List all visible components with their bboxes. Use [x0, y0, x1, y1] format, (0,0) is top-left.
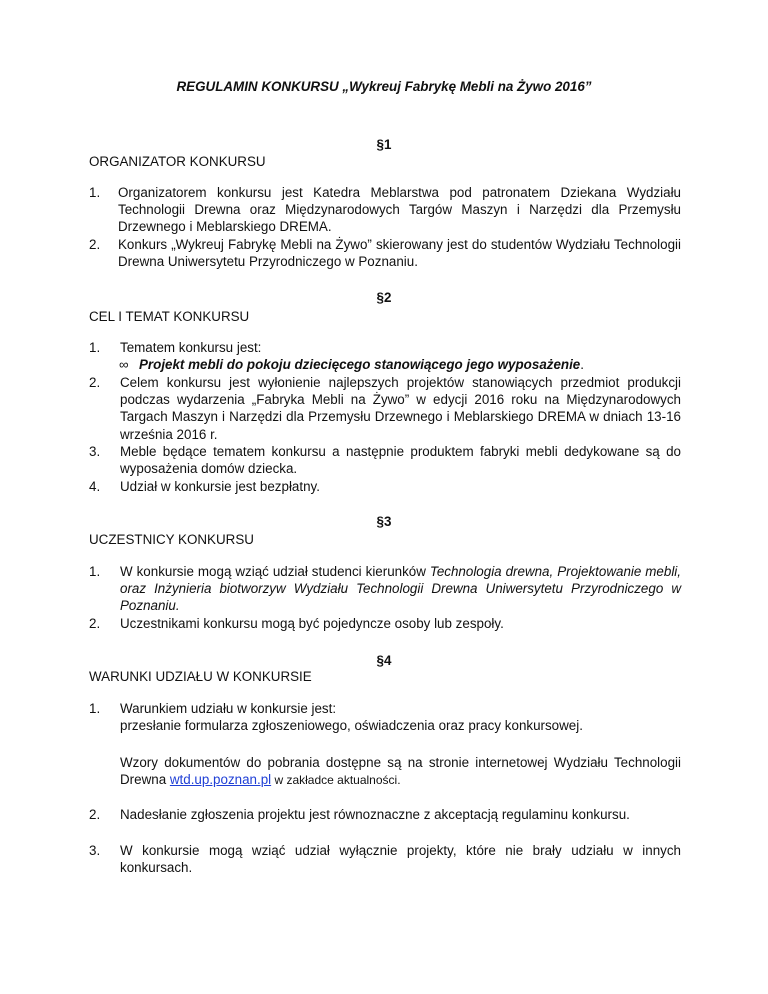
list-item — [89, 842, 681, 876]
item-number: 3. — [89, 444, 101, 459]
faculty-university: Wydziału Technologii Drewna Uniwersytetu Przyrodniczego w Poznaniu. — [120, 581, 681, 614]
bullet-item — [89, 356, 681, 373]
item-text: Udział w konkursie jest bezpłatny. — [120, 479, 320, 494]
list-item — [89, 615, 681, 632]
item-text: W konkursie mogą wziąć udział wyłącznie projekty, które nie brały udziału w innych konkursach. — [120, 843, 681, 876]
list-item — [89, 236, 681, 270]
section-heading-participants: UCZESTNICY KONKURSU — [89, 532, 254, 547]
section-heading-organizer: ORGANIZATOR KONKURSU — [89, 154, 266, 169]
list-item — [89, 806, 681, 823]
list-item — [89, 184, 681, 236]
item-text-line: przesłanie formularza zgłoszeniowego, oświadczenia oraz pracy konkursowej. — [120, 718, 583, 734]
item-number: 2. — [89, 237, 101, 252]
item-text: Uczestnikami konkursu mogą być pojedyncze osoby lub zespoły. — [120, 616, 504, 631]
item-text: Organizatorem konkursu jest Katedra Meblarstwa pod patronatem Dziekana Wydziału Technologii Drewna oraz Międzynarodowych Targów Maszyn i Narzędzi dla Przemysłu Drzewnego i Meblarskiego DREMA. — [118, 185, 681, 235]
list-item — [89, 700, 681, 734]
paragraph-mark-2: §2 — [376, 290, 392, 305]
list-item — [89, 339, 681, 356]
item-text: Konkurs „Wykreuj Fabrykę Mebli na Żywo” skierowany jest do studentów Wydziału Technologii Drewna Uniwersytetu Przyrodniczego w Poznaniu. — [118, 237, 681, 270]
item-number: 2. — [89, 616, 101, 631]
list-item — [89, 478, 681, 495]
item-text: Nadesłanie zgłoszenia projektu jest równoznaczne z akceptacją regulaminu konkursu. — [120, 807, 630, 822]
list-item — [89, 374, 681, 443]
section-heading-conditions: WARUNKI UDZIAŁU W KONKURSIE — [89, 669, 312, 684]
paragraph-mark-3: §3 — [376, 514, 392, 529]
item-number: 1. — [89, 701, 101, 716]
documents-text — [120, 754, 681, 789]
document-title: REGULAMIN KONKURSU „Wykreuj Fabrykę Mebli na Żywo 2016” — [176, 79, 592, 94]
list-item — [89, 563, 681, 615]
documents-text-start: Wzory dokumentów do pobrania dostępne są na stronie internetowej Wydziału Technologii Drewna — [120, 755, 681, 788]
item-text — [120, 563, 681, 615]
item-text: Celem konkursu jest wyłonienie najlepszych projektów stanowiących przedmiot produkcji podczas wydarzenia „Fabryka Mebli na Żywo” w edycji 2016 roku na Międzynarodowych Targach Maszyn i Narzędzi dla Przemysłu Drzewnego i Meblarskiego DREMA w dniach 13-16 września 2016 r. — [120, 375, 681, 442]
item-number: 2. — [89, 375, 101, 390]
item-number: 2. — [89, 807, 101, 822]
contest-theme-end: . — [580, 357, 584, 372]
item-text-line: Warunkiem udziału w konkursie jest: — [120, 701, 337, 716]
item-text — [120, 700, 681, 734]
item-number: 1. — [89, 185, 101, 200]
contest-theme: Projekt mebli do pokoju dziecięcego stanowiącego jego wyposażenie — [139, 357, 581, 372]
infinity-bullet-icon: ∞ — [119, 357, 129, 372]
item-text: Meble będące tematem konkursu a następnie produktem fabryki mebli dedykowane są do wyposażenia domów dziecka. — [120, 444, 681, 477]
paragraph-mark-1: §1 — [376, 137, 392, 152]
faculty-website-link[interactable]: wtd.up.poznan.pl — [169, 772, 272, 788]
item-number: 1. — [89, 340, 101, 355]
study-fields: Technologia drewna, Projektowanie mebli, oraz Inżynieria biotworzyw — [120, 564, 681, 597]
item-number: 3. — [89, 843, 101, 858]
section-heading-goal: CEL I TEMAT KONKURSU — [89, 309, 250, 324]
item-text: Tematem konkursu jest: — [120, 340, 262, 355]
list-item — [89, 443, 681, 477]
item-number: 1. — [89, 564, 101, 579]
item-text-start: W konkursie mogą wziąć udział studenci kierunków — [120, 564, 430, 579]
paragraph-mark-4: §4 — [376, 653, 392, 668]
documents-text-end: w zakładce aktualności. — [271, 773, 401, 788]
item-number: 4. — [89, 479, 101, 494]
documents-note — [89, 754, 681, 789]
